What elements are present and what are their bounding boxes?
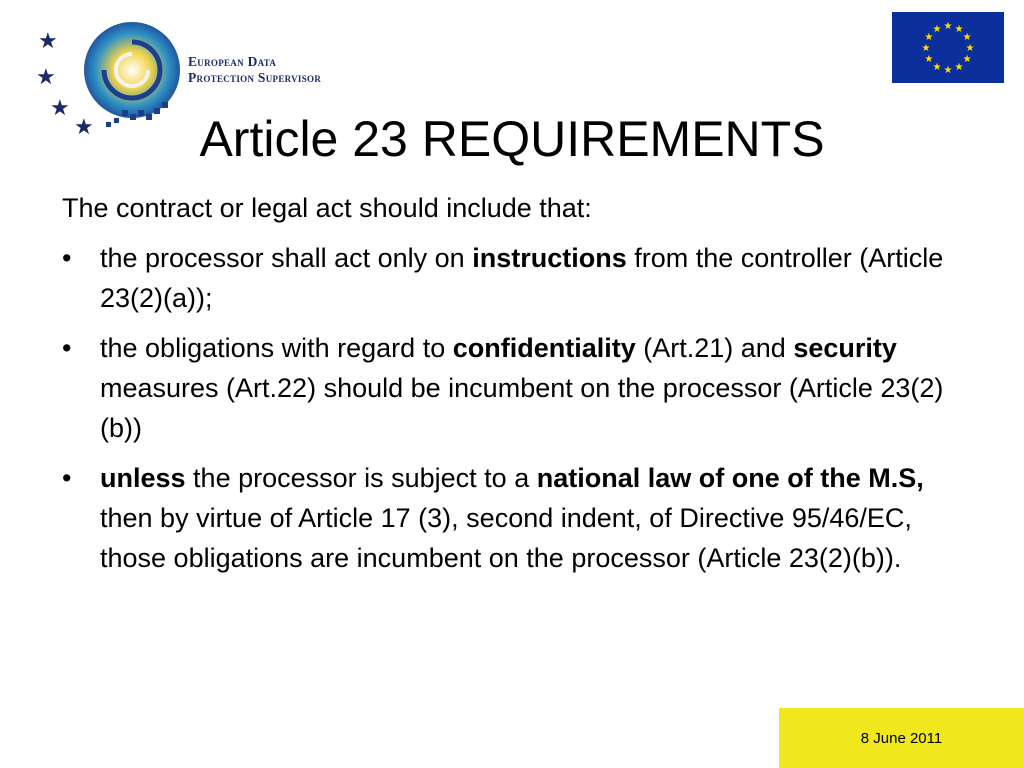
bullet-text <box>100 463 924 573</box>
bullet-item <box>62 238 982 318</box>
text-run: (Art.21) and <box>635 333 794 363</box>
flag-star-icon: ★ <box>962 32 972 43</box>
emphasis: national law of one of the M.S, <box>536 463 924 493</box>
flag-star-icon: ★ <box>943 21 953 32</box>
text-run: measures (Art.22) should be incumbent on the processor (Article 23(2)(b)) <box>100 373 944 443</box>
flag-star-icon: ★ <box>943 65 953 76</box>
text-run: the obligations with regard to <box>100 333 453 363</box>
svg-text:★: ★ <box>50 96 70 121</box>
bullet-text <box>100 333 943 443</box>
flag-star-icon: ★ <box>954 62 964 74</box>
logo-line-2: Protection Supervisor <box>188 70 322 85</box>
bullet-item <box>62 328 982 448</box>
text-run: the processor is subject to a <box>185 463 537 493</box>
flag-star-icon: ★ <box>962 54 972 65</box>
page-title: Article 23 REQUIREMENTS <box>199 111 825 167</box>
flag-star-icon: ★ <box>924 32 934 43</box>
bullet-list <box>62 238 982 578</box>
slide-body <box>62 188 982 588</box>
flag-star-icon: ★ <box>932 23 942 35</box>
bullet-marker: • <box>62 333 72 363</box>
emphasis: security <box>793 333 897 363</box>
text-run: then by virtue of Article 17 (3), second indent, of Directive 95/46/EC, those obligations are incumbent on the processor (Article 23(2)(b)). <box>100 503 912 573</box>
intro-text: The contract or legal act should include that: <box>62 193 592 223</box>
flag-star-icon: ★ <box>921 43 931 54</box>
bullet-item <box>62 458 982 578</box>
text-run: the processor shall act only on <box>100 243 473 273</box>
bullet-text <box>100 243 943 313</box>
eu-flag-icon <box>892 12 1004 83</box>
bullet-marker: • <box>62 463 72 493</box>
bullet-marker: • <box>62 243 72 273</box>
flag-star-icon: ★ <box>924 54 934 65</box>
edps-logo-text <box>188 54 321 86</box>
flag-star-icon: ★ <box>932 62 942 74</box>
svg-text:★: ★ <box>36 65 56 90</box>
flag-star-icon: ★ <box>965 43 975 54</box>
emphasis: confidentiality <box>452 333 636 363</box>
emphasis: instructions <box>472 243 627 273</box>
date-footer <box>779 708 1024 768</box>
emphasis: unless <box>100 463 186 493</box>
svg-text:★: ★ <box>38 29 58 54</box>
logo-line-1: European Data <box>188 54 277 69</box>
text-run: from the controller (Article 23(2)(a)); <box>100 243 944 313</box>
flag-star-icon: ★ <box>954 23 964 35</box>
date-text: 8 June 2011 <box>860 729 943 747</box>
svg-text:★: ★ <box>74 115 94 137</box>
